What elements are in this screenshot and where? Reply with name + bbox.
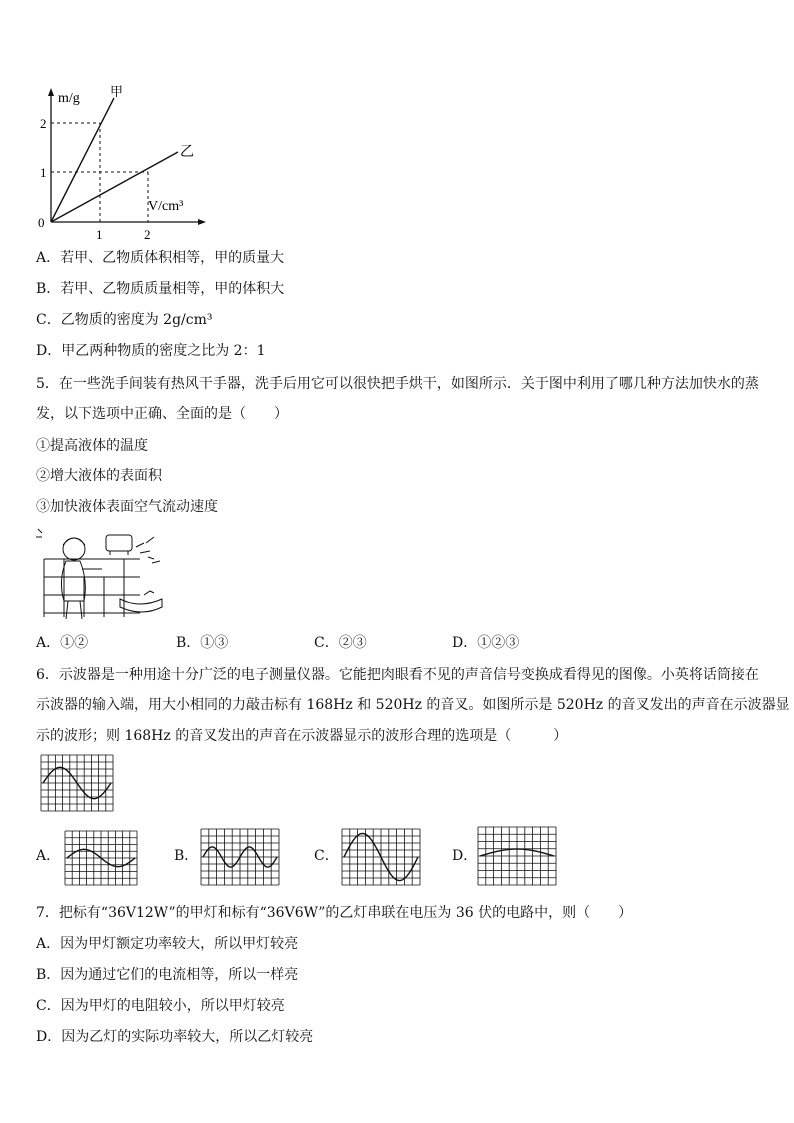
q5-option-a: A．①② [36, 635, 89, 651]
q5-item-3: ③加快液体表面空气流动速度 [36, 499, 218, 515]
q5-stem-line1: 5．在一些洗手间装有热风干手器，洗手后用它可以很快把手烘干，如图所示．关于图中利用了哪几种方法加快水的蒸 [36, 376, 759, 392]
line-yi-label: 乙 [180, 145, 194, 160]
q7-option-d: D．因为乙灯的实际功率较大，所以乙灯较亮 [36, 1029, 314, 1045]
q6-option-a-label: A． [36, 848, 61, 864]
q5-item-1: ①提高液体的温度 [36, 438, 148, 454]
q6-stem-line1: 6．示波器是一种用途十分广泛的电子测量仪器。它能把肉眼看不见的声音信号变换成看得见的图像。小英将话筒接在 [36, 667, 759, 683]
q6-stem-line3: 示的波形；则 168Hz 的音叉发出的声音在示波器显示的波形合理的选项是（ ） [36, 728, 568, 744]
x-tick-1: 1 [96, 227, 103, 242]
origin-label: 0 [38, 215, 45, 230]
q4-option-d: D．甲乙两种物质的密度之比为 2：1 [36, 343, 266, 359]
q4-option-b: B．若甲、乙物质质量相等，甲的体积大 [36, 281, 285, 297]
x-tick-2: 2 [144, 227, 151, 242]
y-tick-1: 1 [40, 165, 47, 180]
y-axis-arrow [48, 88, 54, 96]
reference-waveform [40, 754, 114, 812]
line-jia [51, 98, 114, 222]
q7-option-c: C．因为甲灯的电阻较小，所以甲灯较亮 [36, 998, 285, 1014]
q7-option-b: B．因为通过它们的电流相等，所以一样亮 [36, 967, 299, 983]
q5-item-2: ②增大液体的表面积 [36, 468, 162, 484]
q4-option-a: A．若甲、乙物质体积相等，甲的质量大 [36, 250, 285, 266]
hand-dryer-illustration [36, 525, 168, 621]
q5-stem-line2: 发，以下选项中正确、全面的是（ ） [36, 406, 288, 422]
q7-stem: 7．把标有“36V12W”的甲灯和标有“36V6W”的乙灯串联在电压为 36 伏的电路中，则（ ） [36, 905, 633, 921]
q6-option-d-label: D． [452, 848, 478, 864]
q6-option-d-waveform [477, 826, 557, 886]
q6-stem-line2: 示波器的输入端，用大小相同的力敲击标有 168Hz 和 520Hz 的音叉。如图所示是 520Hz 的音叉发出的声音在示波器显 [36, 697, 790, 713]
q7-option-a: A．因为甲灯额定功率较大，所以甲灯较亮 [36, 936, 299, 952]
q5-option-c: C．②③ [314, 635, 367, 651]
q6-option-c-label: C． [314, 848, 339, 864]
y-axis-label: m/g [58, 91, 80, 106]
q5-option-d: D．①②③ [452, 635, 520, 651]
q6-option-c-waveform [341, 828, 421, 886]
scope-grid [478, 827, 556, 885]
line-jia-label: 甲 [110, 84, 124, 99]
x-axis-arrow [198, 219, 206, 225]
mass-volume-graph [30, 82, 210, 242]
y-tick-2: 2 [40, 116, 47, 131]
q6-option-b-waveform [200, 828, 280, 886]
q4-option-c: C．乙物质的密度为 2g/cm³ [36, 312, 213, 328]
q6-option-a-waveform [64, 830, 138, 886]
q5-option-b: B．①③ [176, 635, 229, 651]
q6-option-b-label: B． [174, 848, 199, 864]
x-axis-label: V/cm³ [148, 199, 184, 214]
